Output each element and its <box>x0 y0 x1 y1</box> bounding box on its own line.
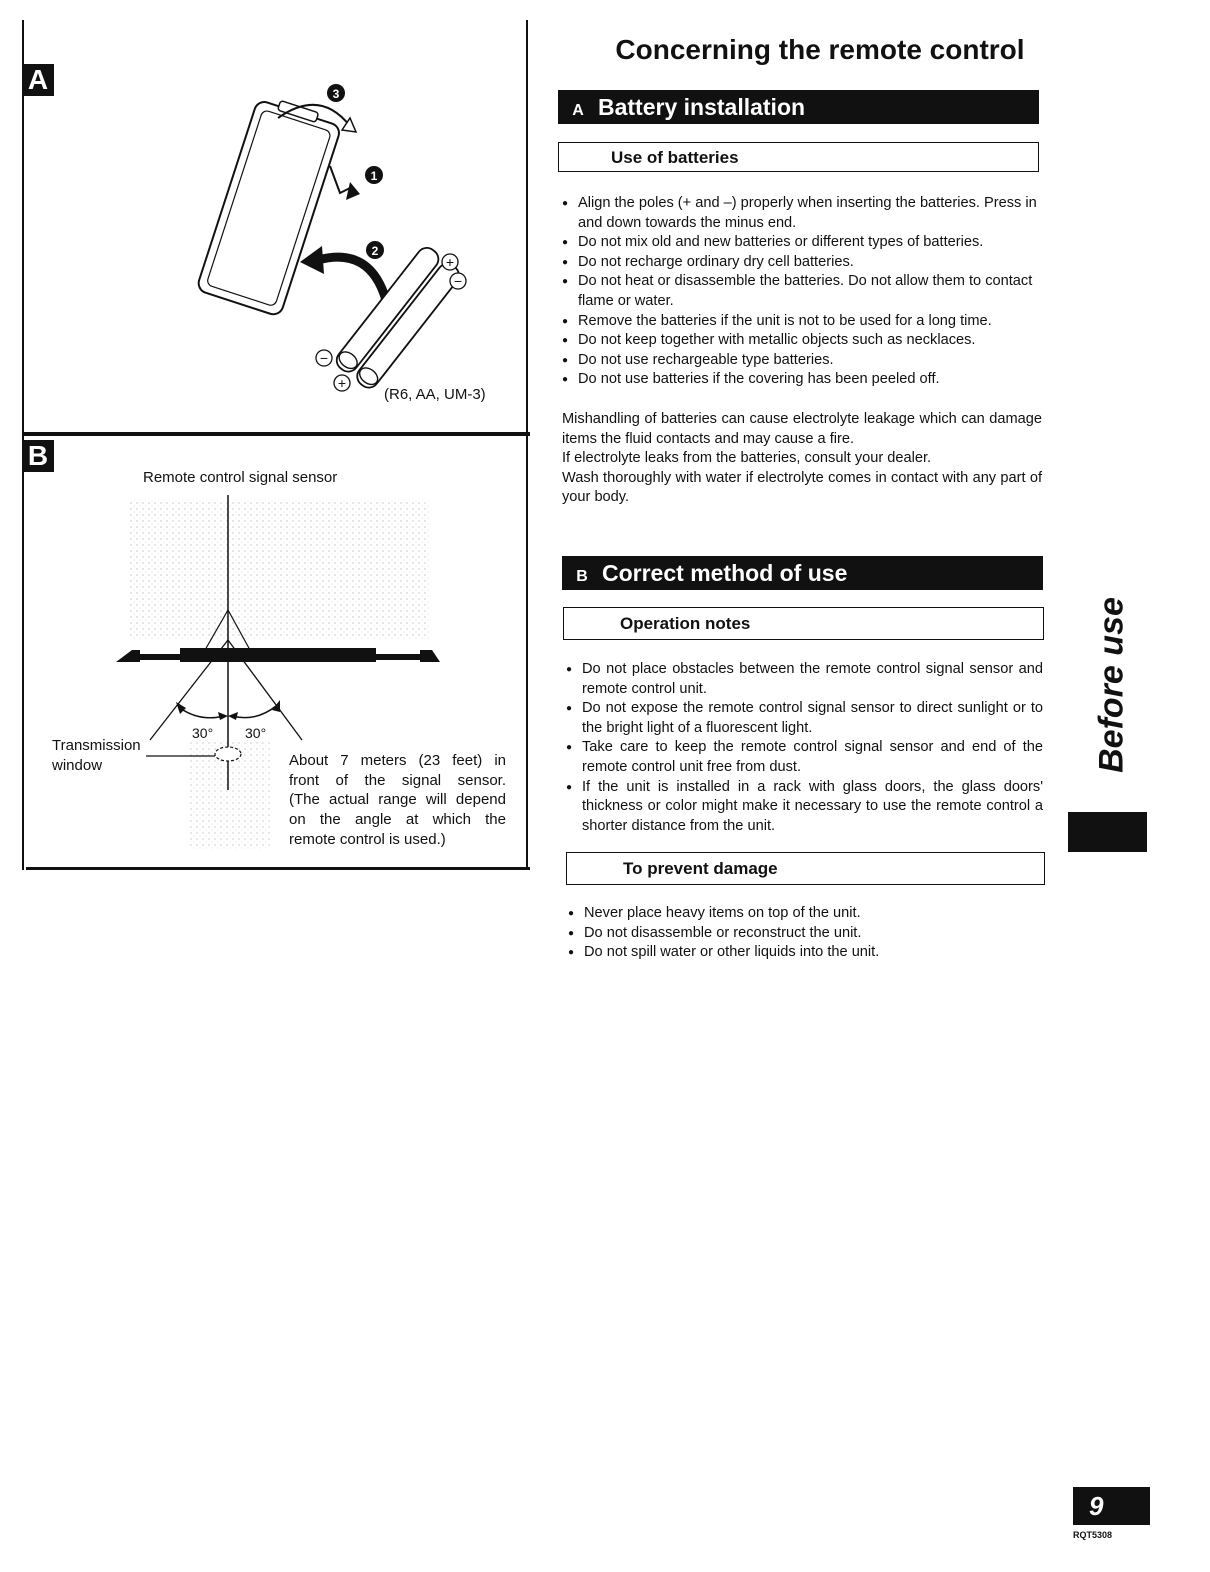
signal-field-stipple <box>130 500 430 640</box>
list-item: ● Do not use batteries if the covering has been peeled off. <box>562 370 1042 390</box>
list-item: ● Do not disassemble or reconstruct the unit. <box>568 924 1038 944</box>
page-title: Concerning the remote control <box>615 34 1025 65</box>
svg-text:+: + <box>445 254 455 270</box>
list-item: ● Do not recharge ordinary dry cell batteries. <box>562 253 1042 273</box>
angle-arc-left-icon <box>180 708 224 718</box>
page-number: 9 <box>1073 1487 1150 1525</box>
range-note-line: front of the signal sensor. <box>289 771 506 789</box>
angle-right-label: 30° <box>245 725 267 741</box>
use-of-batteries-subheading: Use of batteries <box>558 142 1039 172</box>
list-item: ● Remove the batteries if the unit is not to be used for a long time. <box>562 312 1042 332</box>
angle-left-label: 30° <box>192 725 214 741</box>
prevent-damage-subheading: To prevent damage <box>566 852 1045 885</box>
panel-b-letter: B <box>22 440 54 472</box>
section-a-header <box>558 90 1039 124</box>
transmission-window-icon <box>215 747 241 761</box>
list-item: ● Do not mix old and new batteries or different types of batteries. <box>562 233 1042 253</box>
range-note <box>289 751 506 850</box>
svg-text:3: 3 <box>332 87 340 101</box>
svg-text:+: + <box>337 375 347 391</box>
list-item: ● Do not use rechargeable type batteries. <box>562 351 1042 371</box>
section-b-header <box>562 556 1043 590</box>
svg-text:−: − <box>453 273 463 289</box>
warning-line: If electrolyte leaks from the batteries, consult your dealer. <box>562 450 932 467</box>
section-b-letter: B <box>576 568 588 585</box>
list-item: ● Do not expose the remote control signal sensor to direct sunlight or to the bright light of a fluorescent light. <box>566 699 1043 738</box>
svg-text:−: − <box>319 350 329 366</box>
frame-center-rule <box>526 20 528 870</box>
battery-warning <box>562 410 1042 508</box>
side-tab-label: Before use <box>1092 597 1131 773</box>
unit-front-panel <box>180 648 376 662</box>
warning-line: Mishandling of batteries can cause electrolyte leakage which can damage items the fluid contacts and may cause a fire. <box>562 411 1042 447</box>
list-item: ● Do not heat or disassemble the batteries. Do not allow them to contact flame or water. <box>562 272 1042 311</box>
svg-text:1: 1 <box>370 169 378 183</box>
warning-line: Wash thoroughly with water if electrolyte comes in contact with any part of your body. <box>562 469 1042 506</box>
battery-installation-figure <box>190 78 490 398</box>
list-item: ● Never place heavy items on top of the unit. <box>568 904 1038 924</box>
section-b-title: Correct method of use <box>602 560 848 586</box>
transmission-label-line-2: window <box>52 757 103 774</box>
range-note-line: remote control is used.) <box>289 830 446 848</box>
range-note-line: (The actual range will depend <box>289 791 506 809</box>
operation-notes-subheading: Operation notes <box>563 607 1044 640</box>
operation-notes-list <box>566 660 1043 836</box>
battery-type-caption: (R6, AA, UM-3) <box>384 386 486 403</box>
section-index-marker <box>1068 812 1147 852</box>
remote-control-illustration <box>196 94 343 317</box>
signal-sensor-label: Remote control signal sensor <box>143 469 338 486</box>
list-item: ● Do not place obstacles between the remote control signal sensor and remote control unit. <box>566 660 1043 699</box>
svg-text:2: 2 <box>371 244 379 258</box>
list-item: ● Do not spill water or other liquids into the unit. <box>568 943 1038 963</box>
frame-bottom-rule <box>26 867 530 870</box>
lid-open-arrow-icon <box>330 166 350 193</box>
range-note-line: on the angle at which the <box>289 811 506 829</box>
section-a-letter: A <box>572 102 584 119</box>
angle-arc-right-icon <box>232 706 276 718</box>
prevent-damage-list <box>568 904 1038 963</box>
insert-battery-arrow-icon <box>318 257 386 300</box>
panel-a-letter: A <box>22 64 54 96</box>
range-note-line: About 7 meters (23 feet) in <box>289 752 506 769</box>
frame-panel-divider <box>22 432 530 436</box>
list-item: ● If the unit is installed in a rack with glass doors, the glass doors' thickness or color might make it necessary to use the remote control a shorter distance from the unit. <box>566 778 1043 837</box>
transmission-label-line-1: Transmission <box>52 737 141 754</box>
list-item: ● Align the poles (+ and –) properly when inserting the batteries. Press in and down towards the minus end. <box>562 194 1042 233</box>
document-code: RQT5308 <box>1073 1530 1113 1540</box>
unit-foot-left <box>116 650 140 662</box>
battery-bullet-list <box>562 194 1042 390</box>
list-item: ● Do not keep together with metallic objects such as necklaces. <box>562 331 1042 351</box>
list-item: ● Take care to keep the remote control signal sensor and end of the remote control unit free from dust. <box>566 738 1043 777</box>
unit-foot-right <box>420 650 440 662</box>
section-side-tab <box>1082 590 1142 780</box>
section-a-title: Battery installation <box>598 94 806 120</box>
